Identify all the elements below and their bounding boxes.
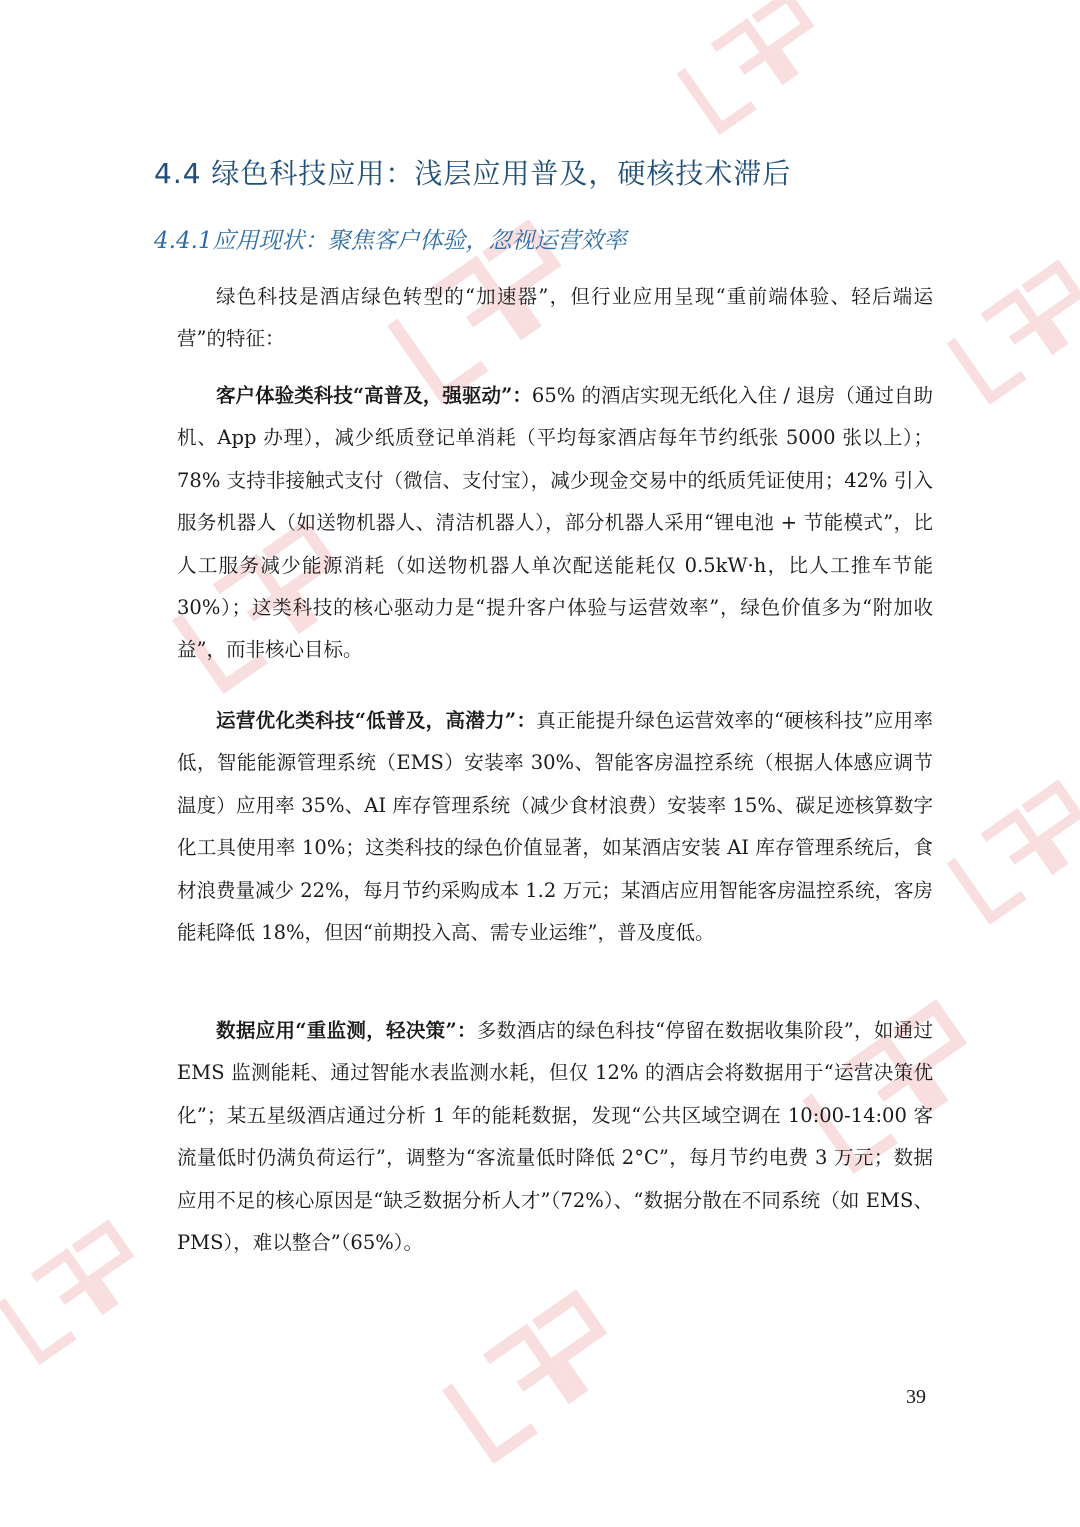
- subsection-title: 4.4.1应用现状：聚焦客户体验，忽视运营效率: [154, 228, 627, 254]
- paragraph-body: 真正能提升绿色运营效率的“硬核科技”应用率低，智能能源管理系统（EMS）安装率 30%、智能客房温控系统（根据人体感应调节温度）应用率 35%、AI 库存管理系统（减少食材浪费）安装率 15%、碳足迹核算数字化工具使用率 10%；这类科技的绿色价值显著，如某酒店安装 AI 库存管理系统后，食材浪费量减少 22%，每月节约采购成本 1.2 万元；某酒店应用智能客房温控系统，客房能耗降低 18%，但因“前期投入高、需专业运维”，普及度低。: [177, 709, 933, 945]
- paragraph-operations-tech: [177, 700, 933, 954]
- paragraph-data-application: [177, 1010, 933, 1264]
- page-number: 39: [906, 1386, 926, 1408]
- paragraph-lead: 客户体验类科技“高普及，强驱动”：: [216, 384, 532, 407]
- paragraph-customer-experience-tech: [177, 375, 933, 672]
- paragraph-body: 65% 的酒店实现无纸化入住 / 退房（通过自助机、App 办理），减少纸质登记单消耗（平均每家酒店每年节约纸张 5000 张以上）；78% 支持非接触式支付（微信、支付宝），减少现金交易中的纸质凭证使用；42% 引入服务机器人（如送物机器人、清洁机器人），部分机器人采用“锂电池 + 节能模式”，比人工服务减少能源消耗（如送物机器人单次配送能耗仅 0.5kW·h，比人工推车节能 30%）；这类科技的核心驱动力是“提升客户体验与运营效率”，绿色价值多为“附加收益”，而非核心目标。: [177, 384, 933, 662]
- paragraph-body: 多数酒店的绿色科技“停留在数据收集阶段”，如通过 EMS 监测能耗、通过智能水表监测水耗，但仅 12% 的酒店会将数据用于“运营决策优化”；某五星级酒店通过分析 1 年的能耗数据，发现“公共区域空调在 10:00-14:00 客流量低时仍满负荷运行”，调整为“客流量低时降低 2°C”，每月节约电费 3 万元；数据应用不足的核心原因是“缺乏数据分析人才”（72%）、“数据分散在不同系统（如 EMS、PMS），难以整合”（65%）。: [177, 1019, 933, 1255]
- paragraph-lead: 数据应用“重监测，轻决策”：: [216, 1019, 477, 1042]
- section-title: 4.4 绿色科技应用：浅层应用普及，硬核技术滞后: [154, 157, 792, 190]
- intro-paragraph: 绿色科技是酒店绿色转型的“加速器”，但行业应用呈现“重前端体验、轻后端运营”的特征：: [177, 285, 933, 351]
- paragraph-lead: 运营优化类科技“低普及，高潜力”：: [216, 709, 537, 732]
